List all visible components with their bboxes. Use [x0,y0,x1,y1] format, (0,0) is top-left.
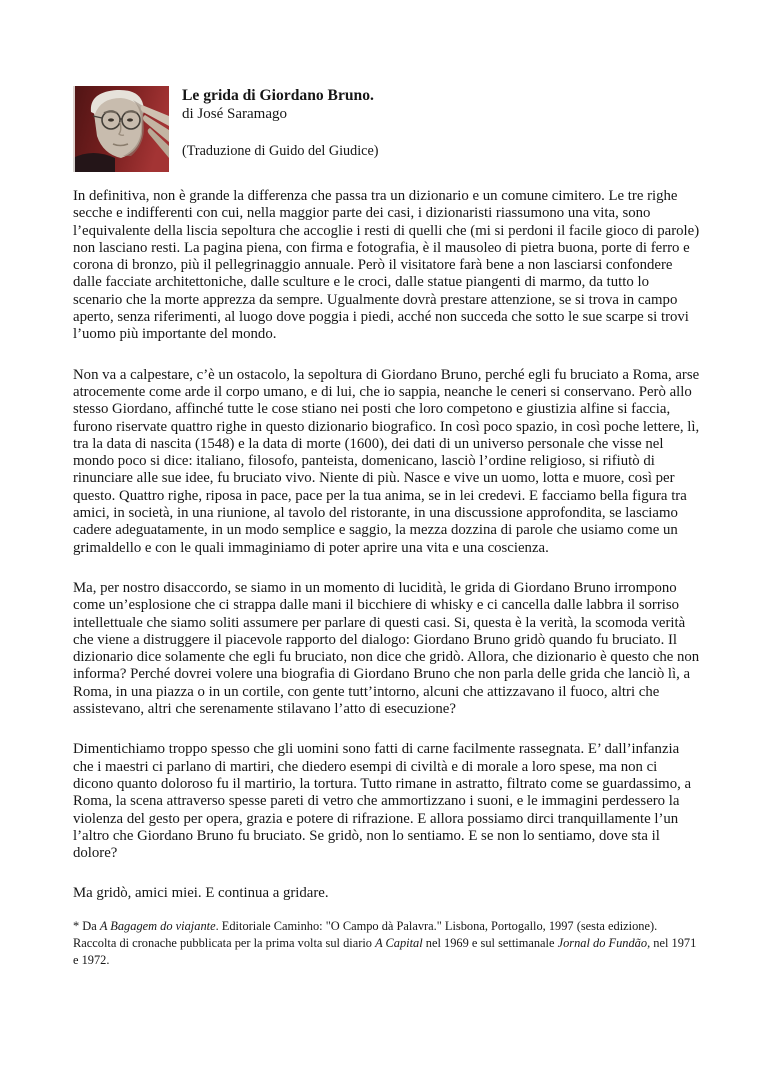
footnote-text: . Editoriale Caminho: "O Campo dà Palavra." Lisbona, Portogallo, 1997 (sesta edizione). Raccolta di cronache pubblicata per la prima volta sul diario [73,918,658,950]
article-paragraph: Ma, per nostro disaccordo, se siamo in un momento di lucidità, le grida di Giordano Bruno irrompono come un’esplosione che ci strappa dalle mani il bicchiere di whisky e ci cancella dalle labbra il sorriso intellettuale che siamo soliti assumere per parlare di questi casi. Si, questa è la verità, la scomoda verità che viene a distruggere il piacevole rapporto del dialogo: Giordano Bruno gridò quando fu bruciato. Il dizionario dice solamente che egli fu bruciato, non dice che gridò. Allora, che dizionario è questo che non informa? Perché dovrei volere una biografia di Giordano Bruno che non parla delle grida che lanciò lì, a Roma, in una piazza o in un cortile, con gente tutt’intorno, alcuni che attizzavano il fuoco, altri che assistevano, altri che serenamente stilavano l’atto di esecuzione? [73,579,700,718]
document-header [73,86,378,172]
article-paragraph: Dimentichiamo troppo spesso che gli uomini sono fatti di carne facilmente rassegnata. E’ dall’infanzia che i maestri ci parlano di martiri, che diedero esempi di civiltà e di morale a loro spese, ma non ci dicono quanto doloroso fu il martirio, la tortura. Tutto rimane in astratto, filtrato come se guardassimo, a Roma, la scena attraverso spesse pareti di vetro che ammortizzano i suoni, e le immagini perdessero la violenza del gesto per opera, grazia e potere di rifrazione. E allora possiamo dirci tranquillamente l’un l’altro che Giordano Bruno fu bruciato. Se gridò, non lo sentiamo. E se non lo sentiamo, dove sta il dolore? [73,741,692,862]
article-paragraph: Ma gridò, amici miei. E continua a gridare. [73,885,329,902]
document-byline: di José Saramago [182,106,287,122]
translation-note: (Traduzione di Guido del Giudice) [182,143,379,159]
footnote-text: , nel 1971 e 1972. [73,935,697,968]
footnote-newspaper-title: A Capital [375,935,423,950]
article-body [73,188,700,969]
source-footnote [73,918,700,970]
footnote-book-title: A Bagagem do viajante [99,918,216,933]
footnote-weekly-title: Jornal do Fundão [557,935,648,950]
saramago-portrait-drawing [73,86,169,172]
saramago-portrait-photo [73,86,169,172]
footnote-text: nel 1969 e sul settimanale [422,935,558,950]
title-block [182,86,378,160]
footnote-text: * Da [73,918,100,933]
article-paragraph: Non va a calpestare, c’è un ostacolo, la sepoltura di Giordano Bruno, perché egli fu bruciato a Roma, arse atrocemente come arde il corpo umano, e di lui, che io sappia, neanche le ceneri si conservano. Però allo stesso Giordano, affinché tutte le cose stiano nei posti che loro competono e giustizia alfine si faccia, furono riservate quattro righe in questo dizionario biografico. In così poco spazio, in così poche lettere, lì, tra la data di nascita (1548) e la data di morte (1600), dei dati di un universo personale che visse nel mondo poco si dice: italiano, filosofo, panteista, domenicano, lasciò l’ordine religioso, si rifiutò di rinunciare alle sue idee, fu bruciato vivo. Niente di più. Nasce e vive un uomo, lotta e muore, così per questo. Quattro righe, riposa in pace, pace per la tua anima, se in lei credevi. E facciamo bella figura tra amici, in società, in una riunione, al tavolo del ristorante, in una discussione approfondita, se lasciamo cadere adeguatamente, in un modo semplice e saggio, la mezza dozzina di parole che usiamo come un grimaldello e con le quali immaginiamo di poter aprire una vita e una coscienza. [73,366,700,556]
document-title: Le grida di Giordano Bruno. [182,87,374,104]
article-paragraph: In definitiva, non è grande la differenza che passa tra un dizionario e un comune cimitero. Le tre righe secche e indifferenti con cui, nella maggior parte dei casi, i dizionaristi riassumono una vita, sono l’equivalente della liscia sepoltura che accoglie i resti di quelli che (mi si perdoni il facile gioco di parole) non lasciano resti. La pagina piena, con firma e fotografia, è il mausoleo di pietra buona, porte di ferro e corona di bronzo, più il pellegrinaggio annuale. Però il visitatore farà bene a non lasciarsi confondere dalle facciate architettoniche, dalle sculture e le croci, dalle statue piangenti di marmo, da tutto lo scenario che la morte apprezza da sempre. Ugualmente dovrà prestare attenzione, se si trova in campo aperto, senza riferimenti, al luogo dove poggia i piedi, acché non succeda che sotto le sue scarpe si trovi l’uomo più importante del mondo. [73,188,700,343]
